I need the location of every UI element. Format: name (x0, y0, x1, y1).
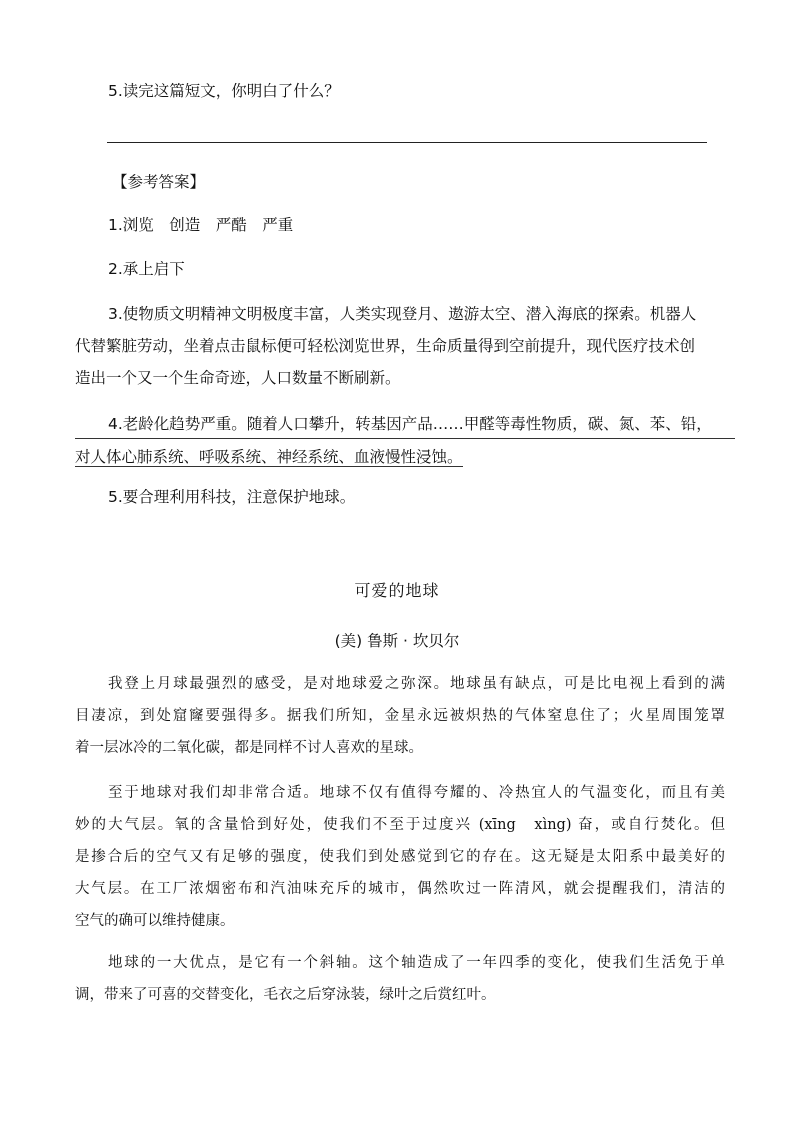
paragraph-3-line-1: 地球的一大优点，是它有一个斜轴。这个轴造成了一年四季的变化，使我们生活免于单 (108, 955, 725, 971)
question-5: 5.读完这篇短文，你明白了什么？ (108, 82, 340, 100)
answer-3-line-3: 造出一个又一个生命奇迹，人口数量不断刷新。 (75, 369, 401, 387)
answer-4 (75, 408, 735, 473)
article-title: 可爱的地球 (354, 581, 440, 600)
answer-4-line-1: 4.老龄化趋势严重。随着人口攀升，转基因产品……甲醛等毒性物质，碳、氮、苯、铅， (75, 408, 735, 439)
answer-3-line-1: 3.使物质文明精神文明极度丰富，人类实现登月、遨游太空、潜入海底的探索。机器人 (108, 305, 697, 323)
answer-5: 5.要合理利用科技，注意保护地球。 (108, 488, 356, 506)
paragraph-2-line-5: 空气的确可以维持健康。 (75, 913, 235, 929)
paragraph-2-line-4: 大气层。在工厂浓烟密布和汽油味充斥的城市，偶然吹过一阵清风，就会提醒我们，清洁的 (75, 881, 725, 897)
paragraph-3-line-2: 调，带来了可喜的交替变化，毛衣之后穿泳装，绿叶之后赏红叶。 (75, 987, 496, 1003)
paragraph-1-line-2: 目凄凉，到处窟窿要强得多。据我们所知，金星永远被炽热的气体窒息住了；火星周围笼罩 (75, 708, 725, 724)
article-paragraph-2 (75, 777, 725, 937)
paragraph-2-line-3: 是掺合后的空气又有足够的强度，使我们到处感觉到它的存在。这无疑是太阳系中最美好的 (75, 849, 725, 865)
article-paragraph-3 (75, 947, 725, 1011)
answer-4-line-2: 对人体心肺系统、呼吸系统、神经系统、血液慢性浸蚀。 (75, 448, 463, 466)
paragraph-1-line-3: 着一层冰冷的二氧化碳，都是同样不讨人喜欢的星球。 (75, 740, 423, 756)
answer-3-line-2: 代替繁脏劳动，坐着点击鼠标便可轻松浏览世界，生命质量得到空前提升，现代医疗技术创 (75, 337, 696, 355)
answer-blank-line (107, 142, 707, 143)
answer-3 (75, 298, 735, 394)
article-author: (美) 鲁斯 · 坎贝尔 (334, 632, 460, 650)
answer-2: 2.承上启下 (108, 260, 185, 278)
paragraph-2-line-1: 至于地球对我们却非常合适。地球不仅有值得夸耀的、冷热宜人的气温变化，而且有美 (108, 785, 725, 801)
reference-answers-heading: 【参考答案】 (112, 173, 206, 191)
paragraph-1-line-1: 我登上月球最强烈的感受，是对地球爱之弥深。地球虽有缺点，可是比电视上看到的满 (108, 676, 725, 692)
article-paragraph-1 (75, 668, 725, 764)
answer-1: 1.浏览 创造 严酷 严重 (108, 216, 294, 234)
paragraph-2-line-2: 妙的大气层。氧的含量恰到好处，使我们不至于过度兴 (xīng xìng) 奋，或自行焚化。但 (75, 817, 725, 833)
